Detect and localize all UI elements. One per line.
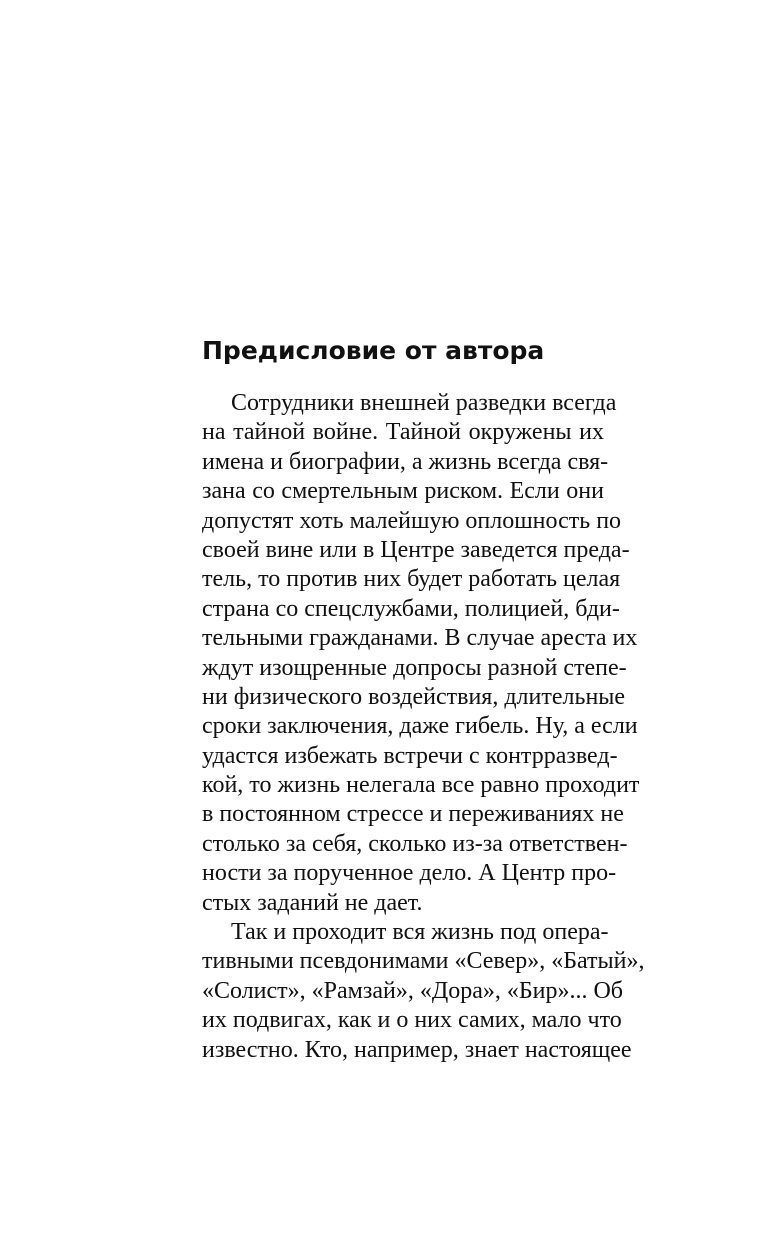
chapter-heading: Предисловие от автора: [202, 336, 545, 365]
text-line: в постоянном стрессе и переживаниях не: [202, 801, 624, 828]
text-line: удастся избежать встречи с контрразвед-: [202, 742, 618, 769]
text-line: ждут изощренные допросы разной степе-: [202, 654, 627, 681]
text-line: тель, то против них будет работать целая: [202, 566, 621, 593]
paragraph-1: [202, 389, 640, 918]
paragraph-2: [202, 918, 645, 1065]
text-line: стых заданий не дает.: [202, 889, 423, 916]
text-line: ни физического воздействия, длительные: [202, 683, 626, 710]
text-line: ности за порученное дело. А Центр про-: [202, 860, 617, 887]
text-line: зана со смертельным риском. Если они: [202, 478, 604, 505]
text-line: имена и биографии, а жизнь всегда свя-: [202, 448, 609, 475]
text-line: сроки заключения, даже гибель. Ну, а если: [202, 713, 638, 740]
text-line: своей вине или в Центре заведется преда-: [202, 536, 630, 563]
text-line: «Солист», «Рамзай», «Дора», «Бир»... Об: [202, 977, 624, 1004]
text-line: страна со спецслужбами, полицией, бди-: [202, 595, 620, 622]
text-line: известно. Кто, например, знает настоящее: [202, 1036, 632, 1063]
text-line: тивными псевдонимами «Север», «Батый»,: [202, 948, 645, 975]
text-line: их подвигах, как и о них самих, мало что: [202, 1007, 622, 1034]
text-line: Сотрудники внешней разведки всегда: [231, 390, 617, 416]
text-line: столько за себя, сколько из-за ответствен-: [202, 830, 628, 857]
text-line: Так и проходит вся жизнь под опера-: [231, 919, 609, 946]
text-line: допустят хоть малейшую оплошность по: [202, 507, 622, 534]
text-line: тельными гражданами. В случае ареста их: [202, 625, 638, 652]
text-line: на тайной войне. Тайной окружены их: [202, 419, 604, 446]
text-line: кой, то жизнь нелегала все равно проходит: [202, 772, 640, 799]
body-text: [202, 389, 645, 1065]
